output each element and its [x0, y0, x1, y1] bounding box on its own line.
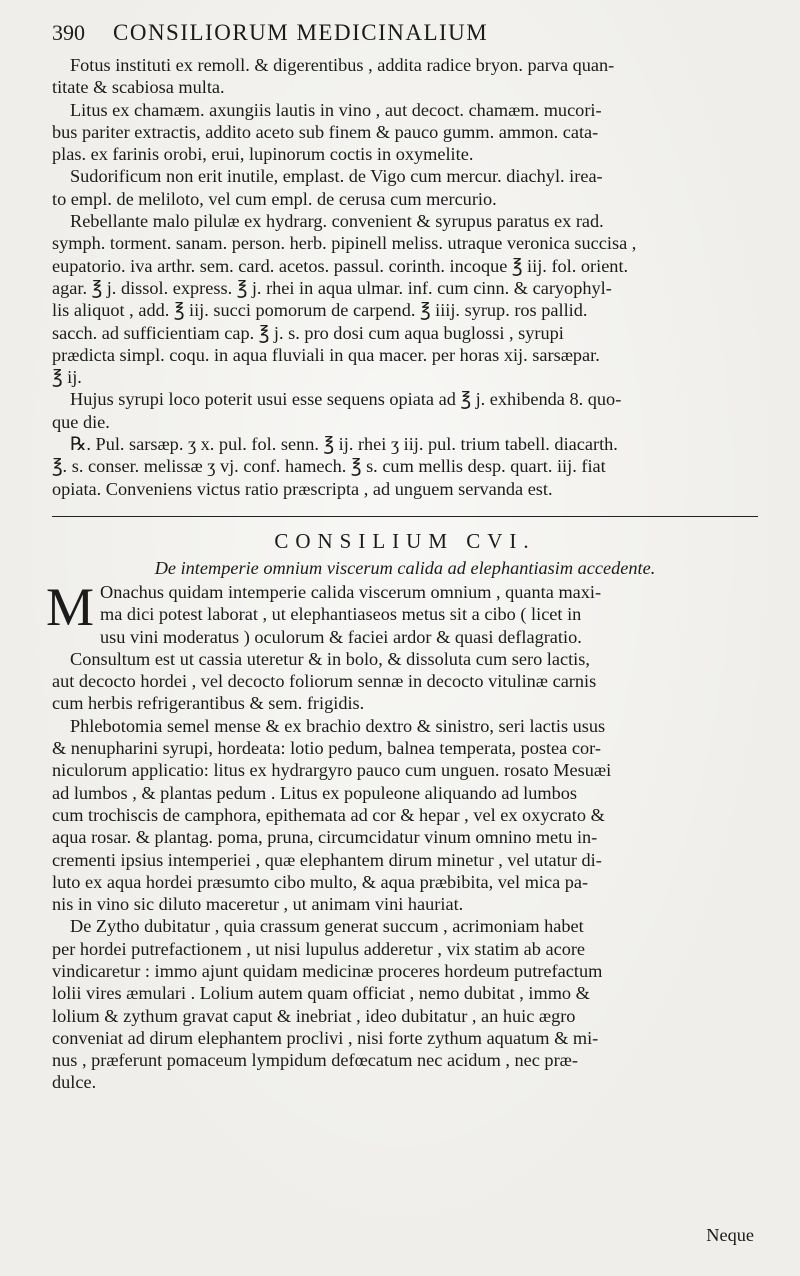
text-line: lis aliquot , add. ℥ iij. succi pomorum de carpend. ℥ iiij. syrup. ros pallid.: [52, 300, 588, 321]
text-line: Rebellante malo pilulæ ex hydrarg. convenient & syrupus paratus ex rad.: [70, 211, 604, 232]
drop-cap: M: [46, 576, 95, 637]
text-line: luto ex aqua hordei præsumto cibo multo, & aqua præbibita, vel mica pa-: [52, 871, 589, 892]
text-line: usu vini moderatus ) oculorum & faciei ardor & quasi deflagratio.: [100, 626, 582, 647]
section-divider: [52, 516, 758, 517]
text-line: cum trochiscis de camphora, epithemata ad cor & hepar , vel ex oxycrato &: [52, 804, 605, 825]
text-line: ad lumbos , & plantas pedum . Litus ex populeone aliquando ad lumbos: [52, 782, 577, 803]
paragraph: [52, 99, 758, 166]
section-text-block: [52, 648, 758, 1094]
section-subtitle: De intemperie omnium viscerum calida ad elephantiasim accedente.: [154, 557, 656, 578]
text-line: ℥. s. conser. melissæ ʒ vj. conf. hamech. ℥ s. cum mellis desp. quart. iij. fiat: [52, 456, 606, 477]
text-line: vindicaretur : immo ajunt quidam medicinæ proceres hordeum putrefactum: [52, 960, 603, 981]
paragraph: [52, 715, 758, 916]
text-line: prædicta simpl. coqu. in aqua fluviali in qua macer. per horas xij. sarsæpar.: [52, 344, 600, 365]
text-line: sacch. ad sufficientiam cap. ℥ j. s. pro dosi cum aqua buglossi , syrupi: [52, 322, 564, 343]
text-line: bus pariter extractis, addito aceto sub finem & pauco gumm. ammon. cata-: [52, 121, 599, 142]
text-line: que die.: [52, 411, 110, 432]
text-line: ℞. Pul. sarsæp. ʒ x. pul. fol. senn. ℥ ij. rhei ʒ iij. pul. trium tabell. diacarth.: [70, 434, 618, 455]
top-text-block: [52, 54, 758, 500]
paragraph: [52, 915, 758, 1093]
text-line: Fotus instituti ex remoll. & digerentibus , addita radice bryon. parva quan-: [70, 55, 615, 75]
text-line: crementi ipsius intemperiei , quæ elephantem dirum minetur , vel utatur di-: [52, 849, 602, 870]
text-line: opiata. Conveniens victus ratio præscripta , ad unguem servanda est.: [52, 478, 553, 499]
text-line: & nenupharini syrupi, hordeata: lotio pedum, balnea temperata, postea cor-: [52, 738, 601, 759]
text-line: Consultum est ut cassia uteretur & in bolo, & dissoluta cum sero lactis,: [70, 648, 590, 669]
paragraph: [52, 210, 758, 388]
text-line: symph. torment. sanam. person. herb. pipinell meliss. utraque veronica succisa ,: [52, 233, 637, 254]
text-line: cum herbis refrigerantibus & sem. frigidis.: [52, 693, 365, 714]
paragraph: [52, 388, 758, 433]
running-title: CONSILIORUM MEDICINALIUM: [113, 20, 489, 45]
paragraph: [52, 165, 758, 210]
text-line: agar. ℥ j. dissol. express. ℥ j. rhei in aqua ulmar. inf. cum cinn. & caryophyl-: [52, 277, 612, 298]
text-line: titate & scabiosa multa.: [52, 77, 225, 98]
text-line: per hordei putrefactionem , ut nisi lupulus adderetur , vix statim ab acore: [52, 938, 586, 959]
text-line: Litus ex chamæm. axungiis lautis in vino , aut decoct. chamæm. mucori-: [70, 99, 602, 120]
text-line: eupatorio. iva arthr. sem. card. acetos. passul. corinth. incoque ℥ iij. fol. orient.: [52, 255, 629, 276]
text-line: nis in vino sic diluto maceretur , ut animam vini hauriat.: [52, 894, 464, 915]
text-line: lolii vires æmulari . Lolium autem quam officiat , nemo dubitat , immo &: [52, 983, 590, 1004]
section-title: CONSILIUM CVI.: [274, 528, 536, 553]
text-line: dulce.: [52, 1072, 97, 1093]
text-line: aut decocto hordei , vel decocto foliorum sennæ in decocto vitulinæ carnis: [52, 671, 597, 692]
text-line: ma dici potest laborat , ut elephantiaseos metus sit a cibo ( licet in: [100, 604, 582, 625]
text-line: aqua rosar. & plantag. poma, pruna, circumcidatur vinum omnino metu in-: [52, 827, 598, 848]
text-line: De Zytho dubitatur , quia crassum generat succum , acrimoniam habet: [70, 916, 584, 937]
text-line: niculorum applicatio: litus ex hydrargyro pauco cum unguen. rosato Mesuæi: [52, 760, 612, 781]
text-line: conveniat ad dirum elephantem proclivi , nisi forte zythum aquatum & mi-: [52, 1027, 599, 1048]
text-line: ℥ ij.: [52, 367, 82, 388]
first-paragraph-text: [52, 581, 758, 648]
text-line: lolium & zythum gravat caput & inebriat , ideo dubitatur , an huic ægro: [52, 1005, 576, 1026]
text-line: Sudorificum non erit inutile, emplast. de Vigo cum mercur. diachyl. irea-: [70, 166, 603, 187]
paragraph: [52, 54, 758, 99]
paragraph: [52, 433, 758, 500]
first-paragraph: [46, 576, 758, 648]
text-line: Hujus syrupi loco poterit usui esse sequens opiata ad ℥ j. exhibenda 8. quo-: [70, 389, 622, 410]
catchword: Neque: [706, 1225, 754, 1245]
page-number: 390: [52, 20, 85, 45]
page-header: [52, 20, 758, 54]
text-line: Onachus quidam intemperie calida viscerum omnium , quanta maxi-: [100, 581, 602, 602]
text-line: to empl. de meliloto, vel cum empl. de cerusa cum mercurio.: [52, 188, 497, 209]
text-line: Phlebotomia semel mense & ex brachio dextro & sinistro, seri lactis usus: [70, 715, 606, 736]
text-line: nus , præferunt pomaceum lympidum defœcatum nec acidum , nec præ-: [52, 1050, 578, 1071]
paragraph: [52, 648, 758, 715]
text-line: plas. ex farinis orobi, erui, lupinorum coctis in oxymelite.: [52, 144, 474, 165]
